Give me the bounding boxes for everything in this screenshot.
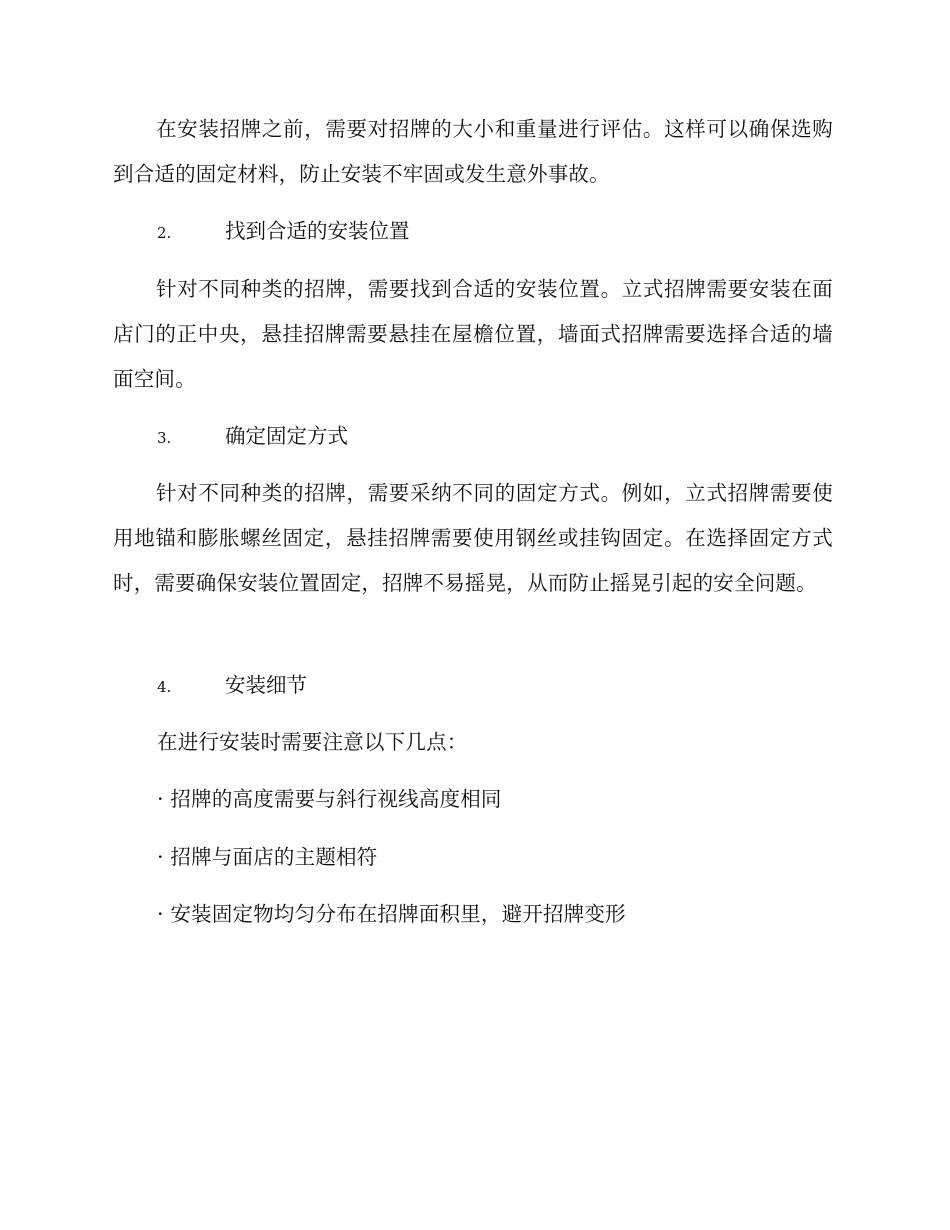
heading-install-details <box>157 663 307 710</box>
heading-fixing-method <box>157 414 348 461</box>
paragraph-location: 针对不同种类的招牌，需要找到合适的安装位置。立式招牌需要安装在面店门的正中央，悬挂招牌需要悬挂在屋檐位置，墙面式招牌需要选择合适的墙面空间。 <box>113 277 833 391</box>
bullet-item: · 招牌的高度需要与斜行视线高度相同 <box>157 787 502 811</box>
heading-title: 安装细节 <box>225 673 307 697</box>
paragraph-notes-intro: 在进行安装时需要注意以下几点： <box>157 730 468 754</box>
heading-find-location <box>157 209 410 256</box>
bullet-item: · 安装固定物均匀分布在招牌面积里，避开招牌变形 <box>157 902 626 926</box>
heading-number: 4. <box>157 678 172 696</box>
paragraph-fixing: 针对不同种类的招牌，需要采纳不同的固定方式。例如，立式招牌需要使用地锚和膨胀螺丝固定，悬挂招牌需要使用钢丝或挂钩固定。在选择固定方式时，需要确保安装位置固定，招牌不易摇晃，从而防止摇晃引起的安全问题。 <box>113 481 833 595</box>
heading-title: 找到合适的安装位置 <box>225 219 410 243</box>
bullet-item: · 招牌与面店的主题相符 <box>157 845 378 869</box>
heading-number: 3. <box>157 429 172 447</box>
paragraph-assess-sign: 在安装招牌之前，需要对招牌的大小和重量进行评估。这样可以确保选购到合适的固定材料，防止安装不牢固或发生意外事故。 <box>113 117 833 186</box>
heading-title: 确定固定方式 <box>225 424 348 448</box>
heading-number: 2. <box>157 224 172 242</box>
